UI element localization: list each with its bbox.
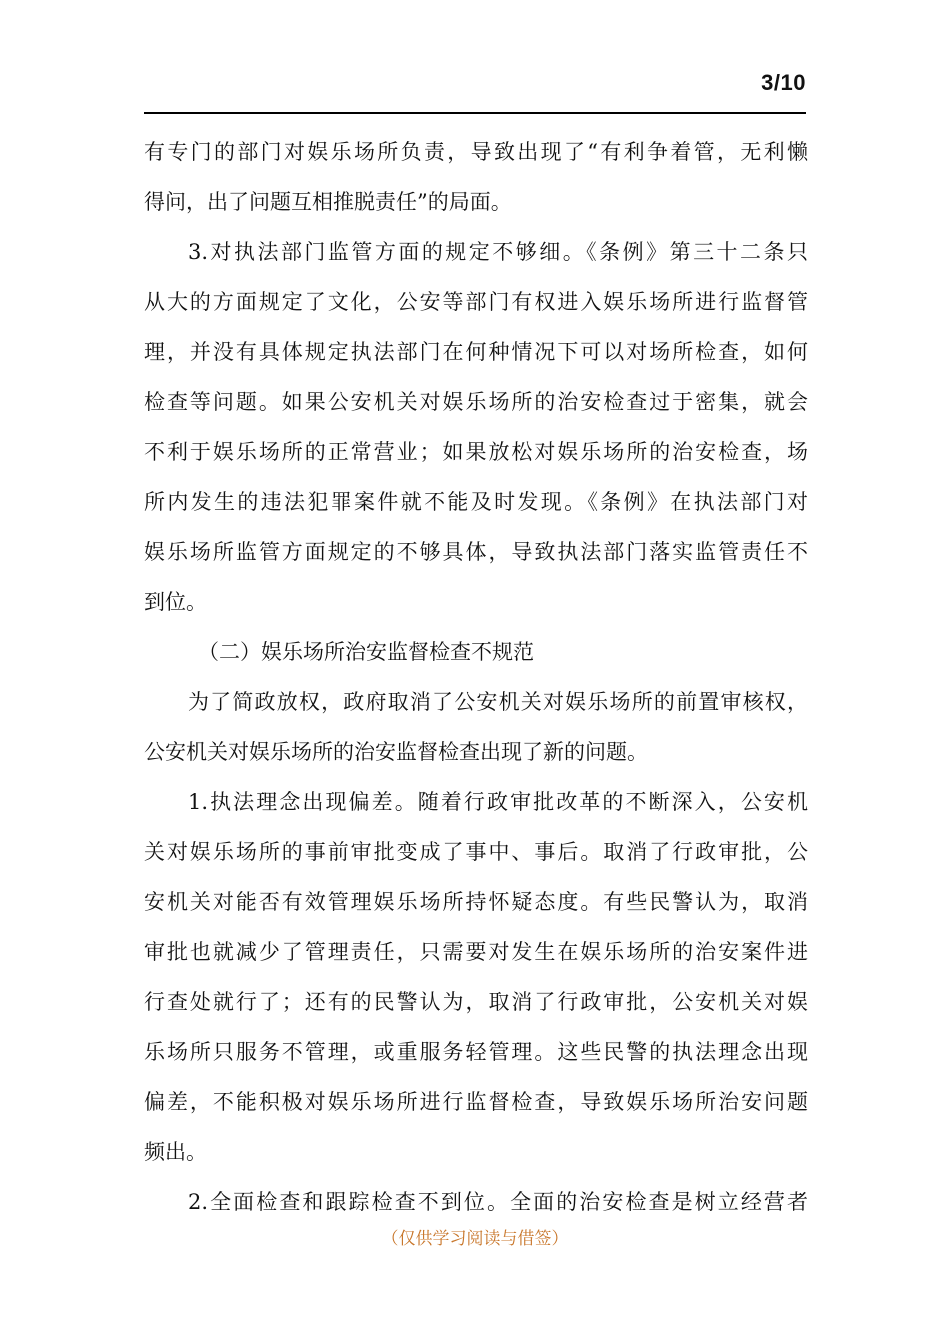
section-heading: （二）娱乐场所治安监督检查不规范: [198, 640, 534, 664]
paragraph-line: 不利于娱乐场所的正常营业；如果放松对娱乐场所的治安检查，场: [144, 440, 808, 464]
paragraph-line: 公安机关对娱乐场所的治安监督检查出现了新的问题。: [144, 740, 648, 764]
paragraph-line: 从大的方面规定了文化，公安等部门有权进入娱乐场所进行监督管: [144, 290, 808, 314]
paragraph-line: 3.对执法部门监管方面的规定不够细。《条例》第三十二条只: [188, 240, 808, 264]
paragraph-line: 行查处就行了；还有的民警认为，取消了行政审批，公安机关对娱: [144, 990, 808, 1014]
paragraph-line: 乐场所只服务不管理，或重服务轻管理。这些民警的执法理念出现: [144, 1040, 808, 1064]
paragraph-line: 2.全面检查和跟踪检查不到位。全面的治安检查是树立经营者: [188, 1190, 808, 1214]
paragraph-line: 到位。: [144, 590, 207, 614]
paragraph-line: 审批也就减少了管理责任，只需要对发生在娱乐场所的治安案件进: [144, 940, 808, 964]
header-divider: [144, 112, 806, 114]
paragraph-line: 频出。: [144, 1140, 207, 1164]
paragraph-line: 得问，出了问题互相推脱责任”的局面。: [144, 190, 512, 214]
paragraph-line: 检查等问题。如果公安机关对娱乐场所的治安检查过于密集，就会: [144, 390, 808, 414]
paragraph-line: 有专门的部门对娱乐场所负责，导致出现了“有利争着管，无利懒: [144, 140, 808, 164]
paragraph-line: 1.执法理念出现偏差。随着行政审批改革的不断深入，公安机: [188, 790, 808, 814]
paragraph-line: 理，并没有具体规定执法部门在何种情况下可以对场所检查，如何: [144, 340, 808, 364]
paragraph-line: 偏差，不能积极对娱乐场所进行监督检查，导致娱乐场所治安问题: [144, 1090, 808, 1114]
document-body: [144, 127, 808, 1227]
paragraph-line: 关对娱乐场所的事前审批变成了事中、事后。取消了行政审批，公: [144, 840, 808, 864]
footer-note: （仅供学习阅读与借签）: [381, 1229, 569, 1249]
paragraph-line: 所内发生的违法犯罪案件就不能及时发现。《条例》在执法部门对: [144, 490, 808, 514]
paragraph-line: 安机关对能否有效管理娱乐场所持怀疑态度。有些民警认为，取消: [144, 890, 808, 914]
page-number: 3/10: [761, 70, 806, 95]
paragraph-line: 为了简政放权，政府取消了公安机关对娱乐场所的前置审核权，: [188, 690, 808, 714]
paragraph-line: 娱乐场所监管方面规定的不够具体，导致执法部门落实监管责任不: [144, 540, 808, 564]
